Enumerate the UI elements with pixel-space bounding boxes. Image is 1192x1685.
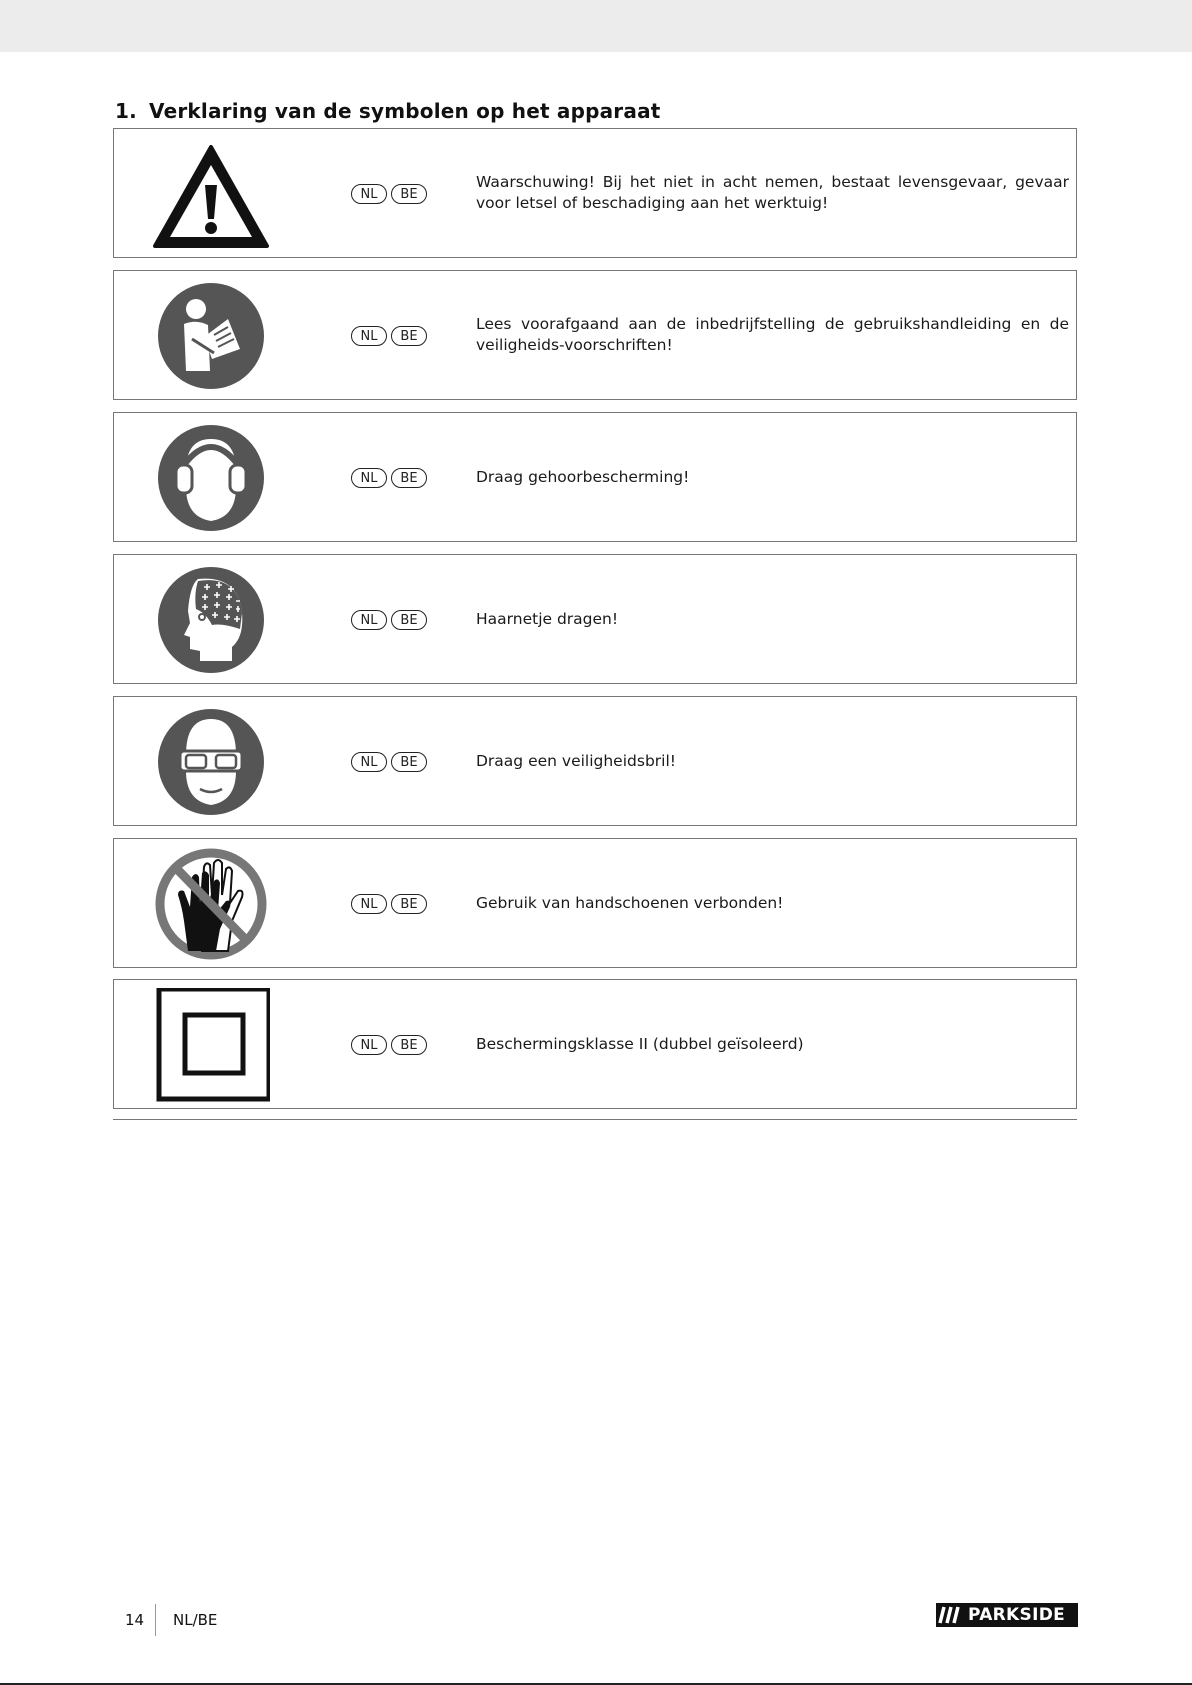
symbol-row <box>113 979 1077 1109</box>
badge-be: BE <box>391 468 427 488</box>
badge-be: BE <box>391 752 427 772</box>
parkside-logo <box>936 1603 1078 1627</box>
country-badges <box>351 610 427 630</box>
badge-nl: NL <box>351 468 387 488</box>
badge-nl: NL <box>351 1035 387 1055</box>
section-number: 1. <box>115 99 137 123</box>
badge-be: BE <box>391 610 427 630</box>
symbol-description-text: Waarschuwing! Bij het niet in acht nemen, bestaat levensgevaar, gevaar voor letsel of beschadiging aan het werktuig! <box>476 173 1069 212</box>
hearing-protection-icon <box>152 421 270 535</box>
badge-nl: NL <box>351 610 387 630</box>
symbol-description <box>476 129 1069 257</box>
section-bottom-rule <box>113 1119 1077 1120</box>
badge-be: BE <box>391 1035 427 1055</box>
badge-be: BE <box>391 894 427 914</box>
symbol-description <box>476 697 1069 825</box>
footer-page-number: 14 <box>125 1611 145 1629</box>
symbol-row <box>113 696 1077 826</box>
symbol-row <box>113 270 1077 400</box>
symbol-description <box>476 980 1069 1108</box>
symbol-description-text: Beschermingsklasse II (dubbel geïsoleerd) <box>476 1034 804 1053</box>
badge-be: BE <box>391 326 427 346</box>
badge-nl: NL <box>351 326 387 346</box>
country-badges <box>351 752 427 772</box>
symbol-row <box>113 128 1077 258</box>
symbol-description <box>476 839 1069 967</box>
symbol-row <box>113 554 1077 684</box>
warning-triangle-icon <box>152 137 270 251</box>
logo-slashes-icon <box>936 1603 966 1627</box>
badge-nl: NL <box>351 184 387 204</box>
symbol-description <box>476 555 1069 683</box>
country-badges <box>351 894 427 914</box>
symbol-description-text: Draag een veiligheidsbril! <box>476 751 676 770</box>
section-heading <box>115 99 661 123</box>
section-title: Verklaring van de symbolen op het apparaat <box>149 99 661 123</box>
protection-class-ii-icon <box>152 988 270 1102</box>
read-manual-icon <box>152 279 270 393</box>
footer-language: NL/BE <box>173 1611 218 1629</box>
badge-nl: NL <box>351 752 387 772</box>
symbol-description-text: Lees voorafgaand aan de inbedrijfstelling de gebruikshandleiding en de veiligheids-voorschriften! <box>476 315 1069 354</box>
top-band <box>0 0 1192 52</box>
country-badges <box>351 184 427 204</box>
symbol-row <box>113 412 1077 542</box>
badge-be: BE <box>391 184 427 204</box>
symbol-description <box>476 413 1069 541</box>
country-badges <box>351 468 427 488</box>
footer-divider <box>155 1604 156 1636</box>
symbol-description-text: Haarnetje dragen! <box>476 609 619 628</box>
country-badges <box>351 326 427 346</box>
symbol-row <box>113 838 1077 968</box>
safety-goggles-icon <box>152 705 270 819</box>
country-badges <box>351 1035 427 1055</box>
badge-nl: NL <box>351 894 387 914</box>
logo-brand-text: PARKSIDE <box>968 1605 1066 1625</box>
symbol-description-text: Gebruik van handschoenen verbonden! <box>476 893 784 912</box>
no-gloves-icon <box>152 847 270 961</box>
hairnet-icon <box>152 563 270 677</box>
symbol-description-text: Draag gehoorbescherming! <box>476 467 690 486</box>
symbol-description <box>476 271 1069 399</box>
